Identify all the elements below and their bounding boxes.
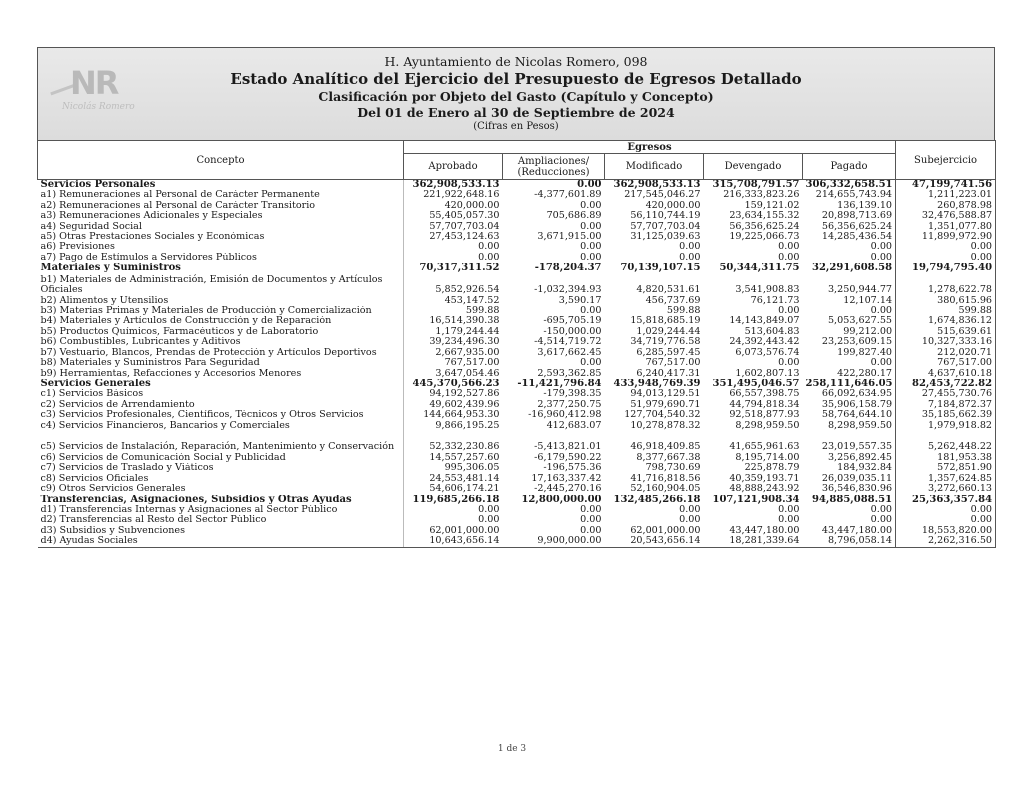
cell-concept: c5) Servicios de Instalación, Reparación, Mantenimiento y Conservación <box>38 431 404 453</box>
cell-accrued: 315,708,791.57 <box>712 179 800 190</box>
cell-sub: 1,979,918.82 <box>896 421 996 431</box>
cell-adjustments: 0.00 <box>580 358 602 369</box>
cell-paid: 199,827.40 <box>837 347 893 358</box>
table-row <box>38 484 996 494</box>
cell-paid: 66,092,634.95 <box>821 389 893 400</box>
cell-concept: a6) Previsiones <box>38 242 404 252</box>
cell-sub: 181,953.38 <box>896 453 996 463</box>
cell-accrued: 216,333,823.26 <box>723 190 800 201</box>
cell-approved: 14,557,257.60 <box>429 452 500 463</box>
cell-concept: b7) Vestuario, Blancos, Prendas de Protección y Artículos Deportivos <box>38 348 404 358</box>
cell-paid: 43,447,180.00 <box>821 525 893 536</box>
cell-modified: 31,125,039.63 <box>630 232 701 243</box>
cell-modified: 217,545,046.27 <box>624 190 701 201</box>
cell-modified: 0.00 <box>679 252 701 263</box>
table-row <box>38 369 996 379</box>
cell-modified: 20,543,656.14 <box>605 536 704 547</box>
table-row <box>38 410 996 420</box>
col-concept: Concepto <box>38 141 404 180</box>
cell-sub: 572,851.90 <box>896 463 996 473</box>
cell-modified: 70,139,107.15 <box>620 263 701 274</box>
cell-sub: 380,615.96 <box>896 296 996 306</box>
cell-sub: 32,476,588.87 <box>896 211 996 221</box>
cell-sub: 25,363,357.84 <box>896 495 996 505</box>
cell-adjustments: 17,163,337.42 <box>531 473 602 484</box>
cell-adjustments: -5,413,821.01 <box>534 441 602 453</box>
cell-accrued: 0.00 <box>778 242 800 253</box>
col-group-egresos: Egresos <box>404 141 896 154</box>
table-row <box>38 337 996 347</box>
section-row <box>38 495 996 505</box>
cell-paid: 3,256,892.45 <box>827 452 893 463</box>
section-row <box>38 180 996 191</box>
logo-text: NR <box>70 64 118 102</box>
report-classification: Clasificación por Objeto del Gasto (Capítulo y Concepto) <box>318 89 714 104</box>
section-row <box>38 263 996 273</box>
cell-modified: 57,707,703.04 <box>630 221 701 232</box>
cell-sub: 0.00 <box>896 253 996 263</box>
cell-concept: d2) Transferencias al Resto del Sector Público <box>38 515 404 525</box>
cell-modified: 56,110,744.19 <box>630 211 701 222</box>
cell-accrued: 351,495,046.57 <box>712 378 800 389</box>
cell-paid: 3,250,944.77 <box>827 284 893 296</box>
cell-adjustments: 0.00 <box>580 504 602 515</box>
cell-approved: 453,147.52 <box>444 295 500 306</box>
cell-sub: 1,211,223.01 <box>896 190 996 200</box>
cell-concept: Materiales y Suministros <box>38 263 404 273</box>
cell-modified: 46,918,409.85 <box>630 441 701 453</box>
cell-sub: 2,262,316.50 <box>896 536 996 547</box>
cell-paid: 0.00 <box>870 242 893 253</box>
cell-modified: 767,517.00 <box>645 358 701 369</box>
cell-concept: c6) Servicios de Comunicación Social y Publicidad <box>38 453 404 463</box>
cell-concept: b5) Productos Químicos, Farmacéuticos y de Laboratorio <box>38 327 404 337</box>
cell-accrued: 0.00 <box>778 306 800 317</box>
cell-concept: c4) Servicios Financieros, Bancarios y Comerciales <box>38 421 404 431</box>
cell-concept: b8) Materiales y Suministros Para Seguridad <box>38 358 404 368</box>
cell-paid: 36,546,830.96 <box>821 484 893 495</box>
cell-sub: 35,185,662.39 <box>896 410 996 420</box>
cell-approved: 144,664,953.30 <box>423 410 500 421</box>
cell-modified: 1,029,244.44 <box>636 326 701 337</box>
col-modified: Modificado <box>605 154 704 180</box>
cell-accrued: 44,794,818.34 <box>729 399 800 410</box>
cell-concept: Transferencias, Asignaciones, Subsidios y Otras Ayudas <box>38 495 404 505</box>
cell-approved: 9,866,195.25 <box>435 420 500 431</box>
cell-approved: 54,606,174.21 <box>429 484 500 495</box>
cell-sub: 47,199,741.56 <box>896 180 996 191</box>
cell-accrued: 225,878.79 <box>744 463 800 474</box>
cell-concept: c9) Otros Servicios Generales <box>38 484 404 494</box>
cell-paid: 0.00 <box>870 504 893 515</box>
table-row <box>38 358 996 368</box>
cell-sub: 212,020.71 <box>896 348 996 358</box>
cell-sub: 1,357,624.85 <box>896 474 996 484</box>
page-number: 1 de 3 <box>497 744 527 754</box>
cell-accrued: 19,225,066.73 <box>729 232 800 243</box>
table-row <box>38 453 996 463</box>
col-approved: Aprobado <box>404 154 503 180</box>
cell-paid: 14,285,436.54 <box>821 232 893 243</box>
cell-adjustments: 12,800,000.00 <box>521 494 602 505</box>
col-subexercise: Subejercicio <box>896 141 996 180</box>
cell-adjustments: -4,514,719.72 <box>534 337 602 348</box>
cell-accrued: 0.00 <box>778 252 800 263</box>
cell-modified: 52,160,904.05 <box>630 484 701 495</box>
cell-concept: b4) Materiales y Artículos de Construcción y de Reparación <box>38 316 404 326</box>
cell-adjustments: -695,705.19 <box>543 316 602 327</box>
report-period: Del 01 de Enero al 30 de Septiembre de 2024 <box>357 105 675 120</box>
cell-paid: 20,898,713.69 <box>821 211 893 222</box>
cell-approved: 0.00 <box>478 515 500 526</box>
cell-sub: 7,184,872.37 <box>896 400 996 410</box>
logo-subtext: Nicolás Romero <box>62 102 135 112</box>
cell-modified: 127,704,540.32 <box>624 410 701 421</box>
cell-approved: 16,514,390.38 <box>429 316 500 327</box>
table-row <box>38 274 996 296</box>
cell-approved: 119,685,266.18 <box>412 494 500 505</box>
cell-concept: d1) Transferencias Internas y Asignaciones al Sector Público <box>38 505 404 515</box>
cell-sub: 5,262,448.22 <box>896 431 996 453</box>
cell-modified: 6,240,417.31 <box>636 368 701 379</box>
cell-concept: d4) Ayudas Sociales <box>38 536 404 547</box>
cell-sub: 599.88 <box>896 306 996 316</box>
budget-table <box>37 140 996 548</box>
table-row <box>38 316 996 326</box>
cell-adjustments: 3,671,915.00 <box>537 232 602 243</box>
table-body <box>38 180 996 548</box>
cell-concept: a3) Remuneraciones Adicionales y Especiales <box>38 211 404 221</box>
cell-accrued: 40,359,193.71 <box>729 473 800 484</box>
cell-paid: 258,111,646.05 <box>805 378 893 389</box>
cell-concept: Servicios Generales <box>38 379 404 389</box>
cell-sub: 1,278,622.78 <box>896 274 996 296</box>
cell-approved: 445,370,566.23 <box>412 378 500 389</box>
cell-accrued: 50,344,311.75 <box>719 263 800 274</box>
cell-concept: c2) Servicios de Arrendamiento <box>38 400 404 410</box>
cell-paid: 0.00 <box>870 252 893 263</box>
cell-adjustments: -16,960,412.98 <box>528 410 602 421</box>
cell-modified: 94,013,129.51 <box>630 389 701 400</box>
cell-approved: 995,306.05 <box>444 463 500 474</box>
report-header <box>37 47 995 140</box>
table-row <box>38 222 996 232</box>
cell-adjustments: -178,204.37 <box>534 263 602 274</box>
table-row <box>38 515 996 525</box>
cell-approved: 0.00 <box>478 242 500 253</box>
cell-approved: 0.00 <box>478 504 500 515</box>
cell-approved: 62,001,000.00 <box>429 525 500 536</box>
cell-paid: 35,906,158.79 <box>821 399 893 410</box>
cell-accrued: 48,888,243.92 <box>729 484 800 495</box>
cell-accrued: 66,557,398.75 <box>729 389 800 400</box>
cell-concept: b9) Herramientas, Refacciones y Accesorios Menores <box>38 369 404 379</box>
cell-approved: 52,332,230.86 <box>429 441 500 453</box>
cell-sub: 0.00 <box>896 505 996 515</box>
cell-paid: 99,212.00 <box>843 326 893 337</box>
cell-approved: 767,517.00 <box>444 358 500 369</box>
cell-accrued: 159,121.02 <box>744 200 800 211</box>
cell-approved: 362,908,533.13 <box>412 179 500 190</box>
cell-accrued: 3,541,908.83 <box>735 284 800 296</box>
cell-paid: 136,139.10 <box>837 200 893 211</box>
cell-paid: 94,885,088.51 <box>812 494 893 505</box>
cell-accrued: 107,121,908.34 <box>712 494 800 505</box>
cell-sub: 82,453,722.82 <box>896 379 996 389</box>
table-row <box>38 348 996 358</box>
cell-approved: 55,405,057.30 <box>429 211 500 222</box>
cell-accrued: 6,073,576.74 <box>735 347 800 358</box>
cell-modified: 132,485,266.18 <box>613 494 701 505</box>
cell-adjustments: -196,575.36 <box>543 463 602 474</box>
cell-adjustments: -2,445,270.16 <box>534 484 602 495</box>
cell-accrued: 1,602,807.13 <box>735 368 800 379</box>
cell-accrued: 41,655,961.63 <box>729 441 800 453</box>
table-row <box>38 526 996 536</box>
cell-paid: 306,332,658.51 <box>805 179 893 190</box>
cell-approved: 70,317,311.52 <box>419 263 500 274</box>
cell-approved: 3,647,054.46 <box>435 368 500 379</box>
table-row <box>38 327 996 337</box>
cell-modified: 34,719,776.58 <box>630 337 701 348</box>
table-row <box>38 201 996 211</box>
cell-adjustments: 3,617,662.45 <box>537 347 602 358</box>
cell-adjustments: -150,000.00 <box>543 326 602 337</box>
cell-paid: 58,764,644.10 <box>821 410 893 421</box>
cell-modified: 433,948,769.39 <box>613 378 701 389</box>
cell-approved: 57,707,703.04 <box>429 221 500 232</box>
cell-accrued: 24,392,443.42 <box>729 337 800 348</box>
cell-approved: 221,922,648.16 <box>423 190 500 201</box>
cell-approved: 1,179,244.44 <box>435 326 500 337</box>
cell-sub: 515,639.61 <box>896 327 996 337</box>
cell-adjustments: 9,900,000.00 <box>503 536 605 547</box>
cell-adjustments: -6,179,590.22 <box>534 452 602 463</box>
cell-concept: b2) Alimentos y Utensilios <box>38 296 404 306</box>
report-units: (Cifras en Pesos) <box>473 121 559 132</box>
municipality-logo <box>44 62 164 122</box>
cell-sub: 10,327,333.16 <box>896 337 996 347</box>
cell-modified: 0.00 <box>679 242 701 253</box>
cell-adjustments: 0.00 <box>577 179 602 190</box>
cell-paid: 12,107.14 <box>843 295 893 306</box>
cell-adjustments: 412,683.07 <box>546 420 602 431</box>
table-row <box>38 431 996 453</box>
cell-modified: 0.00 <box>679 515 701 526</box>
cell-paid: 8,796,058.14 <box>803 536 896 547</box>
cell-accrued: 0.00 <box>778 358 800 369</box>
cell-concept: a1) Remuneraciones al Personal de Carácter Permanente <box>38 190 404 200</box>
cell-sub: 27,455,730.76 <box>896 389 996 399</box>
cell-adjustments: 0.00 <box>580 252 602 263</box>
cell-paid: 5,053,627.55 <box>827 316 893 327</box>
cell-sub: 0.00 <box>896 515 996 525</box>
cell-concept: a5) Otras Prestaciones Sociales y Económicas <box>38 232 404 242</box>
cell-concept: d3) Subsidios y Subvenciones <box>38 526 404 536</box>
cell-sub: 767,517.00 <box>896 358 996 368</box>
cell-paid: 23,253,609.15 <box>821 337 893 348</box>
cell-accrued: 14,143,849.07 <box>729 316 800 327</box>
cell-approved: 420,000.00 <box>444 200 500 211</box>
cell-modified: 10,278,878.32 <box>630 420 701 431</box>
cell-concept: b3) Materias Primas y Materiales de Producción y Comercialización <box>38 306 404 316</box>
cell-concept: c7) Servicios de Traslado y Viáticos <box>38 463 404 473</box>
cell-approved: 94,192,527.86 <box>429 389 500 400</box>
cell-accrued: 43,447,180.00 <box>729 525 800 536</box>
cell-accrued: 0.00 <box>778 515 800 526</box>
cell-modified: 362,908,533.13 <box>613 179 701 190</box>
cell-paid: 56,356,625.24 <box>821 221 893 232</box>
cell-adjustments: -1,032,394.93 <box>534 284 602 296</box>
cell-paid: 26,039,035.11 <box>821 473 893 484</box>
table-row <box>38 400 996 410</box>
cell-concept: a4) Seguridad Social <box>38 222 404 232</box>
cell-adjustments: 0.00 <box>580 221 602 232</box>
table-row <box>38 211 996 221</box>
cell-sub: 3,272,660.13 <box>896 484 996 494</box>
cell-sub: 260,878.98 <box>896 201 996 211</box>
cell-adjustments: 0.00 <box>580 515 602 526</box>
cell-approved: 10,643,656.14 <box>404 536 503 547</box>
cell-sub: 19,794,795.40 <box>896 263 996 273</box>
cell-sub: 11,899,972.90 <box>896 232 996 242</box>
cell-modified: 62,001,000.00 <box>630 525 701 536</box>
cell-adjustments: -179,398.35 <box>543 389 602 400</box>
cell-paid: 184,932.84 <box>837 463 893 474</box>
cell-approved: 5,852,926.54 <box>435 284 500 296</box>
cell-concept: c8) Servicios Oficiales <box>38 474 404 484</box>
table-row <box>38 536 996 547</box>
cell-approved: 0.00 <box>478 252 500 263</box>
table-row <box>38 474 996 484</box>
cell-accrued: 76,121.73 <box>750 295 800 306</box>
cell-approved: 24,553,481.14 <box>429 473 500 484</box>
report-title: Estado Analítico del Ejercicio del Presupuesto de Egresos Detallado <box>230 70 802 88</box>
cell-sub: 0.00 <box>896 242 996 252</box>
cell-accrued: 513,604.83 <box>744 326 800 337</box>
table-row <box>38 421 996 431</box>
cell-adjustments: 3,590.17 <box>558 295 602 306</box>
cell-paid: 32,291,608.58 <box>812 263 893 274</box>
cell-modified: 0.00 <box>679 504 701 515</box>
table-row <box>38 253 996 263</box>
table-row <box>38 505 996 515</box>
cell-modified: 51,979,690.71 <box>630 399 701 410</box>
cell-modified: 6,285,597.45 <box>636 347 701 358</box>
table-row <box>38 306 996 316</box>
cell-paid: 214,655,743.94 <box>815 190 893 201</box>
entity-name: H. Ayuntamiento de Nicolas Romero, 098 <box>384 54 648 69</box>
col-paid: Pagado <box>803 154 896 180</box>
cell-adjustments: 0.00 <box>580 306 602 317</box>
cell-modified: 420,000.00 <box>645 200 701 211</box>
cell-paid: 8,298,959.50 <box>827 420 893 431</box>
cell-accrued: 23,634,155.32 <box>729 211 800 222</box>
cell-approved: 2,667,935.00 <box>435 347 500 358</box>
col-adjustments: Ampliaciones/ (Reducciones) <box>503 154 605 180</box>
table-row <box>38 463 996 473</box>
cell-approved: 39,234,496.30 <box>429 337 500 348</box>
cell-paid: 0.00 <box>870 306 893 317</box>
cell-adjustments: -11,421,796.84 <box>517 378 602 389</box>
cell-concept: b6) Combustibles, Lubricantes y Aditivos <box>38 337 404 347</box>
cell-sub: 18,553,820.00 <box>896 526 996 536</box>
cell-adjustments: -4,377,601.89 <box>534 190 602 201</box>
cell-sub: 1,674,836.12 <box>896 316 996 326</box>
cell-modified: 456,737.69 <box>645 295 701 306</box>
cell-approved: 27,453,124.63 <box>429 232 500 243</box>
cell-adjustments: 0.00 <box>580 200 602 211</box>
cell-modified: 4,820,531.61 <box>636 284 701 296</box>
cell-accrued: 8,298,959.50 <box>735 420 800 431</box>
cell-paid: 23,019,557.35 <box>821 441 893 453</box>
table-row <box>38 232 996 242</box>
cell-concept: Servicios Personales <box>38 180 404 191</box>
cell-accrued: 56,356,625.24 <box>729 221 800 232</box>
cell-concept: b1) Materiales de Administración, Emisión de Documentos y Artículos Oficiales <box>38 274 404 296</box>
cell-modified: 599.88 <box>666 306 701 317</box>
cell-accrued: 92,518,877.93 <box>729 410 800 421</box>
section-row <box>38 379 996 389</box>
cell-paid: 0.00 <box>870 358 893 369</box>
cell-adjustments: 2,593,362.85 <box>537 368 602 379</box>
report-sheet <box>37 47 995 548</box>
cell-concept: c1) Servicios Básicos <box>38 389 404 399</box>
cell-approved: 49,602,439.96 <box>429 399 500 410</box>
table-row <box>38 190 996 200</box>
cell-modified: 798,730.69 <box>645 463 701 474</box>
cell-paid: 0.00 <box>870 515 893 526</box>
cell-paid: 422,280.17 <box>837 368 893 379</box>
cell-modified: 8,377,667.38 <box>636 452 701 463</box>
col-accrued: Devengado <box>704 154 803 180</box>
cell-sub: 1,351,077.80 <box>896 222 996 232</box>
cell-adjustments: 705,686.89 <box>546 211 602 222</box>
cell-accrued: 0.00 <box>778 504 800 515</box>
cell-adjustments: 0.00 <box>580 525 602 536</box>
cell-concept: c3) Servicios Profesionales, Científicos, Técnicos y Otros Servicios <box>38 410 404 420</box>
table-row <box>38 242 996 252</box>
cell-approved: 599.88 <box>465 306 500 317</box>
cell-modified: 15,818,685.19 <box>630 316 701 327</box>
table-row <box>38 389 996 399</box>
cell-concept: a2) Remuneraciones al Personal de Carácter Transitorio <box>38 201 404 211</box>
cell-adjustments: 0.00 <box>580 242 602 253</box>
cell-accrued: 8,195,714.00 <box>735 452 800 463</box>
cell-sub: 4,637,610.18 <box>896 369 996 379</box>
cell-modified: 41,716,818.56 <box>630 473 701 484</box>
cell-concept: a7) Pago de Estímulos a Servidores Públicos <box>38 253 404 263</box>
cell-accrued: 18,281,339.64 <box>704 536 803 547</box>
cell-adjustments: 2,377,250.75 <box>537 399 602 410</box>
table-row <box>38 296 996 306</box>
